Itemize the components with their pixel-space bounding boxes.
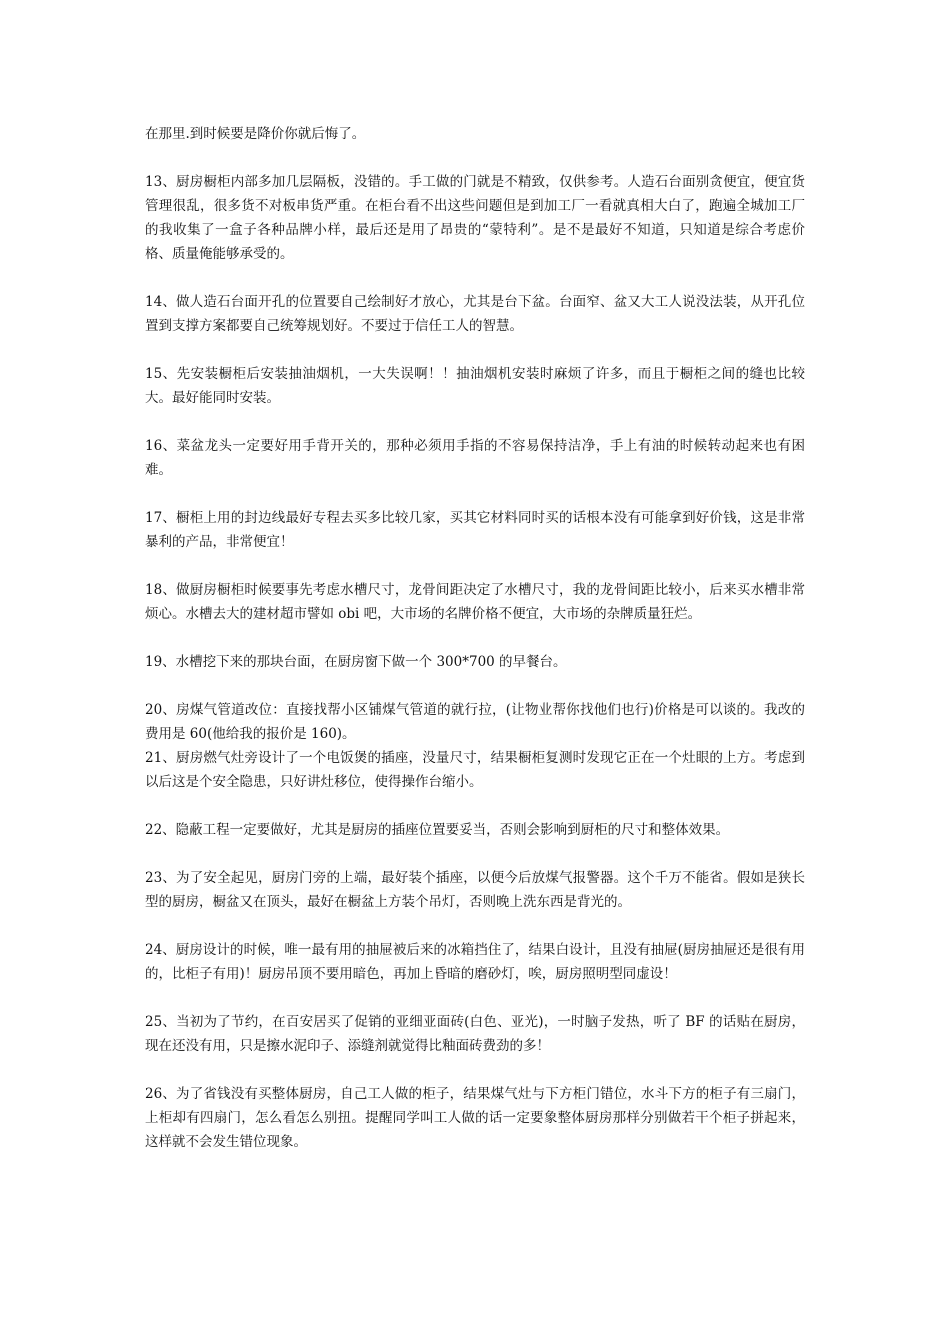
paragraph-19: 19、水槽挖下来的那块台面，在厨房窗下做一个 300*700 的早餐台。 — [145, 654, 567, 670]
paragraph-23: 23、为了安全起见，厨房门旁的上端，最好装个插座，以便今后放煤气报警器。这个千万不能省。假如是狭长型的厨房，橱盆又在顶头，最好在橱盆上方装个吊灯，否则晚上洗东西是背光的。 — [145, 870, 805, 910]
paragraph-25: 25、当初为了节约，在百安居买了促销的亚细亚面砖(白色、亚光)，一时脑子发热，听了 BF 的话贴在厨房，现在还没有用，只是擦水泥印子、添缝剂就觉得比釉面砖费劲的多！ — [145, 1014, 805, 1054]
paragraph-intro: 在那里.到时候要是降价你就后悔了。 — [145, 126, 366, 142]
paragraph-gap — [145, 266, 805, 290]
paragraph-gap — [145, 554, 805, 578]
paragraph-gap — [145, 482, 805, 506]
paragraph-26: 26、为了省钱没有买整体厨房，自己工人做的柜子，结果煤气灶与下方柜门错位，水斗下方的柜子有三扇门，上柜却有四扇门，怎么看怎么别扭。提醒同学叫工人做的话一定要象整体厨房那样分别做若干个柜子拼起来，这样就不会发生错位现象。 — [145, 1086, 805, 1150]
paragraph-gap — [145, 986, 805, 1010]
paragraph-gap — [145, 626, 805, 650]
paragraph-21: 21、厨房燃气灶旁设计了一个电饭煲的插座，没量尺寸，结果橱柜复测时发现它正在一个灶眼的上方。考虑到以后这是个安全隐患，只好讲灶移位，使得操作台缩小。 — [145, 750, 805, 790]
paragraph-17: 17、橱柜上用的封边线最好专程去买多比较几家，买其它材料同时买的话根本没有可能拿到好价钱，这是非常暴利的产品，非常便宜！ — [145, 510, 805, 550]
paragraph-gap — [145, 914, 805, 938]
paragraph-14: 14、做人造石台面开孔的位置要自己绘制好才放心，尤其是台下盆。台面窄、盆又大工人说没法装，从开孔位置到支撑方案都要自己统筹规划好。不要过于信任工人的智慧。 — [145, 294, 805, 334]
paragraph-16: 16、菜盆龙头一定要好用手背开关的，那种必须用手指的不容易保持洁净，手上有油的时候转动起来也有困难。 — [145, 438, 805, 478]
paragraph-22: 22、隐蔽工程一定要做好，尤其是厨房的插座位置要妥当，否则会影响到厨柜的尺寸和整体效果。 — [145, 822, 730, 838]
paragraph-13: 13、厨房橱柜内部多加几层隔板，没错的。手工做的门就是不精致，仅供参考。人造石台面别贪便宜，便宜货管理很乱，很多货不对板串货严重。在柜台看不出这些问题但是到加工厂一看就真相大白了，跑遍全城加工厂的我收集了一盒子各种品牌小样，最后还是用了昂贵的“蒙特利”。是不是最好不知道，只知道是综合考虑价格、质量俺能够承受的。 — [145, 174, 805, 262]
paragraph-gap — [145, 794, 805, 818]
document-body — [145, 122, 805, 1154]
paragraph-24: 24、厨房设计的时候，唯一最有用的抽屉被后来的冰箱挡住了，结果白设计，且没有抽屉(厨房抽屉还是很有用的，比柜子有用)！厨房吊顶不要用暗色，再加上昏暗的磨砂灯，唉，厨房照明型同虚设！ — [145, 942, 805, 982]
paragraph-gap — [145, 674, 805, 698]
paragraph-15: 15、先安装橱柜后安装抽油烟机，一大失误啊！！抽油烟机安装时麻烦了许多，而且于橱柜之间的缝也比较大。最好能同时安装。 — [145, 366, 805, 406]
paragraph-gap — [145, 338, 805, 362]
paragraph-gap — [145, 1058, 805, 1082]
paragraph-18: 18、做厨房橱柜时候要事先考虑水槽尺寸，龙骨间距决定了水槽尺寸，我的龙骨间距比较小，后来买水槽非常烦心。水槽去大的建材超市譬如 obi 吧，大市场的名牌价格不便宜，大市场的杂牌质量狂烂。 — [145, 582, 805, 622]
paragraph-gap — [145, 410, 805, 434]
paragraph-20: 20、房煤气管道改位：直接找帮小区铺煤气管道的就行拉，(让物业帮你找他们也行)价格是可以谈的。我改的费用是 60(他给我的报价是 160)。 — [145, 702, 805, 742]
paragraph-gap — [145, 146, 805, 170]
paragraph-gap — [145, 842, 805, 866]
